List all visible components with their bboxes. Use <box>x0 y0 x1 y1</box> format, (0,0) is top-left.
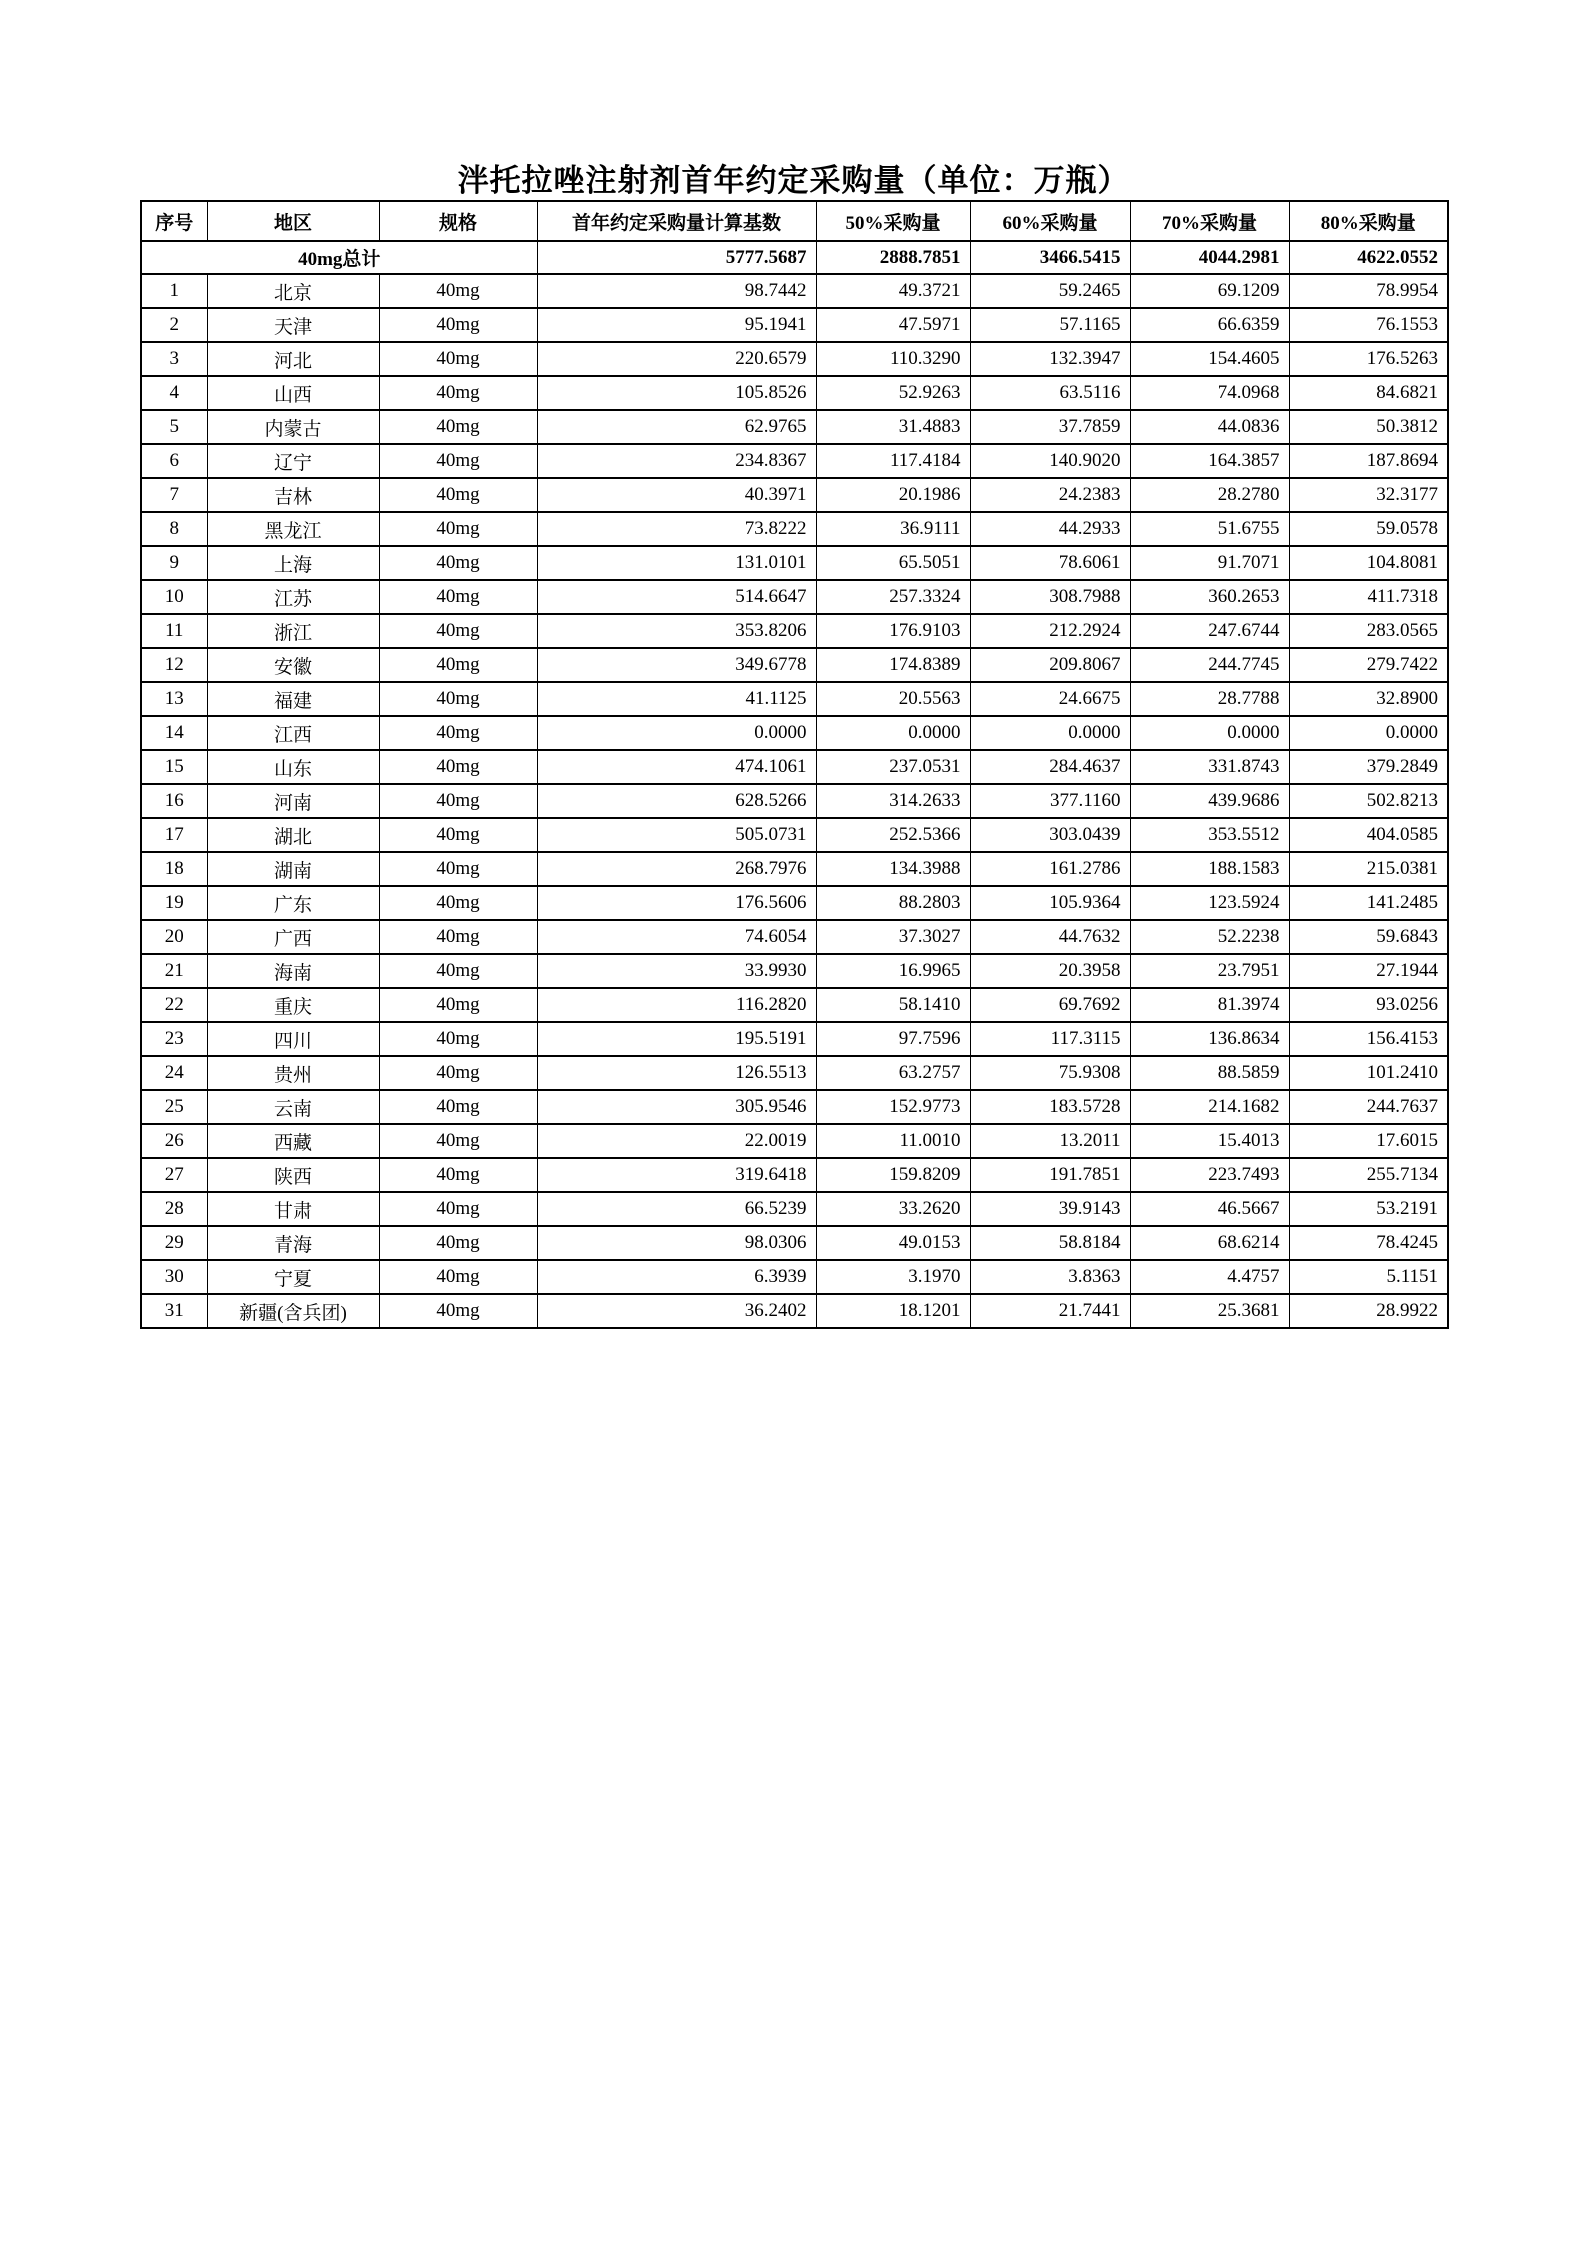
table-row <box>141 614 1448 648</box>
table-row <box>141 750 1448 784</box>
cell-70pct: 353.5512 <box>1130 818 1289 852</box>
cell-60pct: 69.7692 <box>970 988 1130 1022</box>
cell-spec: 40mg <box>379 1294 537 1328</box>
cell-region: 上海 <box>207 546 379 580</box>
cell-60pct: 21.7441 <box>970 1294 1130 1328</box>
table-row <box>141 1022 1448 1056</box>
cell-base-volume: 305.9546 <box>537 1090 816 1124</box>
cell-region: 山东 <box>207 750 379 784</box>
table-row <box>141 1260 1448 1294</box>
cell-base-volume: 319.6418 <box>537 1158 816 1192</box>
cell-60pct: 191.7851 <box>970 1158 1130 1192</box>
cell-region: 辽宁 <box>207 444 379 478</box>
cell-60pct: 209.8067 <box>970 648 1130 682</box>
table-row <box>141 410 1448 444</box>
header-50pct: 50%采购量 <box>816 201 970 241</box>
cell-50pct: 18.1201 <box>816 1294 970 1328</box>
cell-spec: 40mg <box>379 1022 537 1056</box>
cell-50pct: 49.0153 <box>816 1226 970 1260</box>
cell-region: 江苏 <box>207 580 379 614</box>
table-row <box>141 1090 1448 1124</box>
cell-50pct: 176.9103 <box>816 614 970 648</box>
cell-60pct: 308.7988 <box>970 580 1130 614</box>
cell-spec: 40mg <box>379 920 537 954</box>
cell-80pct: 59.6843 <box>1289 920 1448 954</box>
cell-70pct: 23.7951 <box>1130 954 1289 988</box>
cell-serial-no: 25 <box>141 1090 207 1124</box>
cell-serial-no: 14 <box>141 716 207 750</box>
cell-base-volume: 62.9765 <box>537 410 816 444</box>
table-row <box>141 954 1448 988</box>
cell-spec: 40mg <box>379 988 537 1022</box>
table-row <box>141 308 1448 342</box>
cell-70pct: 439.9686 <box>1130 784 1289 818</box>
cell-spec: 40mg <box>379 886 537 920</box>
cell-60pct: 105.9364 <box>970 886 1130 920</box>
cell-70pct: 44.0836 <box>1130 410 1289 444</box>
cell-80pct: 411.7318 <box>1289 580 1448 614</box>
cell-spec: 40mg <box>379 1090 537 1124</box>
cell-80pct: 27.1944 <box>1289 954 1448 988</box>
cell-serial-no: 8 <box>141 512 207 546</box>
cell-80pct: 176.5263 <box>1289 342 1448 376</box>
cell-80pct: 32.8900 <box>1289 682 1448 716</box>
cell-70pct: 66.6359 <box>1130 308 1289 342</box>
table-row <box>141 274 1448 308</box>
cell-serial-no: 1 <box>141 274 207 308</box>
cell-50pct: 3.1970 <box>816 1260 970 1294</box>
cell-spec: 40mg <box>379 682 537 716</box>
cell-60pct: 0.0000 <box>970 716 1130 750</box>
cell-spec: 40mg <box>379 818 537 852</box>
cell-spec: 40mg <box>379 342 537 376</box>
cell-70pct: 68.6214 <box>1130 1226 1289 1260</box>
table-row <box>141 852 1448 886</box>
cell-50pct: 152.9773 <box>816 1090 970 1124</box>
cell-80pct: 53.2191 <box>1289 1192 1448 1226</box>
cell-spec: 40mg <box>379 546 537 580</box>
cell-60pct: 57.1165 <box>970 308 1130 342</box>
cell-region: 山西 <box>207 376 379 410</box>
table-row <box>141 920 1448 954</box>
cell-60pct: 63.5116 <box>970 376 1130 410</box>
cell-serial-no: 6 <box>141 444 207 478</box>
cell-80pct: 93.0256 <box>1289 988 1448 1022</box>
cell-50pct: 33.2620 <box>816 1192 970 1226</box>
table-row <box>141 784 1448 818</box>
cell-70pct: 15.4013 <box>1130 1124 1289 1158</box>
header-spec: 规格 <box>379 201 537 241</box>
cell-80pct: 28.9922 <box>1289 1294 1448 1328</box>
header-70pct: 70%采购量 <box>1130 201 1289 241</box>
cell-base-volume: 349.6778 <box>537 648 816 682</box>
cell-spec: 40mg <box>379 1056 537 1090</box>
cell-region: 海南 <box>207 954 379 988</box>
cell-spec: 40mg <box>379 274 537 308</box>
summary-50pct: 2888.7851 <box>816 241 970 274</box>
cell-50pct: 37.3027 <box>816 920 970 954</box>
table-row <box>141 444 1448 478</box>
cell-base-volume: 126.5513 <box>537 1056 816 1090</box>
cell-serial-no: 11 <box>141 614 207 648</box>
cell-base-volume: 514.6647 <box>537 580 816 614</box>
cell-50pct: 174.8389 <box>816 648 970 682</box>
table-row <box>141 1158 1448 1192</box>
cell-base-volume: 628.5266 <box>537 784 816 818</box>
cell-base-volume: 95.1941 <box>537 308 816 342</box>
cell-50pct: 36.9111 <box>816 512 970 546</box>
header-region: 地区 <box>207 201 379 241</box>
cell-region: 河北 <box>207 342 379 376</box>
cell-60pct: 132.3947 <box>970 342 1130 376</box>
cell-serial-no: 27 <box>141 1158 207 1192</box>
cell-base-volume: 105.8526 <box>537 376 816 410</box>
cell-spec: 40mg <box>379 716 537 750</box>
cell-80pct: 78.4245 <box>1289 1226 1448 1260</box>
cell-70pct: 4.4757 <box>1130 1260 1289 1294</box>
cell-50pct: 58.1410 <box>816 988 970 1022</box>
cell-50pct: 11.0010 <box>816 1124 970 1158</box>
cell-serial-no: 31 <box>141 1294 207 1328</box>
cell-70pct: 223.7493 <box>1130 1158 1289 1192</box>
cell-region: 浙江 <box>207 614 379 648</box>
cell-80pct: 59.0578 <box>1289 512 1448 546</box>
table-row <box>141 886 1448 920</box>
summary-label: 40mg总计 <box>141 241 537 274</box>
cell-base-volume: 40.3971 <box>537 478 816 512</box>
cell-60pct: 161.2786 <box>970 852 1130 886</box>
cell-70pct: 247.6744 <box>1130 614 1289 648</box>
table-row <box>141 682 1448 716</box>
cell-region: 河南 <box>207 784 379 818</box>
cell-70pct: 28.2780 <box>1130 478 1289 512</box>
cell-50pct: 16.9965 <box>816 954 970 988</box>
cell-region: 吉林 <box>207 478 379 512</box>
header-60pct: 60%采购量 <box>970 201 1130 241</box>
cell-50pct: 65.5051 <box>816 546 970 580</box>
page-title: 泮托拉唑注射剂首年约定采购量（单位：万瓶） <box>457 163 1130 198</box>
cell-50pct: 110.3290 <box>816 342 970 376</box>
cell-80pct: 78.9954 <box>1289 274 1448 308</box>
cell-70pct: 244.7745 <box>1130 648 1289 682</box>
cell-50pct: 237.0531 <box>816 750 970 784</box>
cell-70pct: 188.1583 <box>1130 852 1289 886</box>
cell-80pct: 104.8081 <box>1289 546 1448 580</box>
cell-serial-no: 2 <box>141 308 207 342</box>
cell-80pct: 32.3177 <box>1289 478 1448 512</box>
cell-serial-no: 22 <box>141 988 207 1022</box>
cell-80pct: 17.6015 <box>1289 1124 1448 1158</box>
cell-80pct: 404.0585 <box>1289 818 1448 852</box>
cell-base-volume: 234.8367 <box>537 444 816 478</box>
cell-70pct: 360.2653 <box>1130 580 1289 614</box>
cell-50pct: 88.2803 <box>816 886 970 920</box>
cell-70pct: 214.1682 <box>1130 1090 1289 1124</box>
cell-60pct: 24.2383 <box>970 478 1130 512</box>
cell-80pct: 101.2410 <box>1289 1056 1448 1090</box>
cell-serial-no: 10 <box>141 580 207 614</box>
cell-50pct: 52.9263 <box>816 376 970 410</box>
cell-spec: 40mg <box>379 954 537 988</box>
cell-spec: 40mg <box>379 648 537 682</box>
cell-70pct: 154.4605 <box>1130 342 1289 376</box>
cell-50pct: 63.2757 <box>816 1056 970 1090</box>
cell-region: 广东 <box>207 886 379 920</box>
cell-60pct: 117.3115 <box>970 1022 1130 1056</box>
cell-region: 新疆(含兵团) <box>207 1294 379 1328</box>
cell-region: 青海 <box>207 1226 379 1260</box>
cell-50pct: 20.1986 <box>816 478 970 512</box>
cell-region: 江西 <box>207 716 379 750</box>
cell-base-volume: 36.2402 <box>537 1294 816 1328</box>
cell-base-volume: 195.5191 <box>537 1022 816 1056</box>
cell-70pct: 28.7788 <box>1130 682 1289 716</box>
cell-60pct: 44.7632 <box>970 920 1130 954</box>
header-base-volume: 首年约定采购量计算基数 <box>537 201 816 241</box>
cell-spec: 40mg <box>379 512 537 546</box>
cell-80pct: 255.7134 <box>1289 1158 1448 1192</box>
cell-spec: 40mg <box>379 852 537 886</box>
header-serial-no: 序号 <box>141 201 207 241</box>
cell-base-volume: 73.8222 <box>537 512 816 546</box>
cell-base-volume: 98.0306 <box>537 1226 816 1260</box>
cell-80pct: 244.7637 <box>1289 1090 1448 1124</box>
summary-60pct: 3466.5415 <box>970 241 1130 274</box>
cell-70pct: 81.3974 <box>1130 988 1289 1022</box>
cell-70pct: 25.3681 <box>1130 1294 1289 1328</box>
cell-70pct: 331.8743 <box>1130 750 1289 784</box>
cell-80pct: 215.0381 <box>1289 852 1448 886</box>
cell-50pct: 97.7596 <box>816 1022 970 1056</box>
cell-70pct: 88.5859 <box>1130 1056 1289 1090</box>
cell-region: 湖北 <box>207 818 379 852</box>
cell-serial-no: 17 <box>141 818 207 852</box>
cell-50pct: 252.5366 <box>816 818 970 852</box>
cell-80pct: 141.2485 <box>1289 886 1448 920</box>
cell-base-volume: 6.3939 <box>537 1260 816 1294</box>
cell-serial-no: 21 <box>141 954 207 988</box>
cell-region: 宁夏 <box>207 1260 379 1294</box>
table-row <box>141 512 1448 546</box>
table-row <box>141 1056 1448 1090</box>
table-row <box>141 1294 1448 1328</box>
cell-70pct: 0.0000 <box>1130 716 1289 750</box>
cell-70pct: 74.0968 <box>1130 376 1289 410</box>
table-row <box>141 1192 1448 1226</box>
cell-80pct: 76.1553 <box>1289 308 1448 342</box>
cell-spec: 40mg <box>379 410 537 444</box>
cell-80pct: 502.8213 <box>1289 784 1448 818</box>
cell-base-volume: 116.2820 <box>537 988 816 1022</box>
table-row <box>141 716 1448 750</box>
cell-70pct: 136.8634 <box>1130 1022 1289 1056</box>
cell-60pct: 3.8363 <box>970 1260 1130 1294</box>
procurement-table <box>140 200 1449 1329</box>
cell-serial-no: 15 <box>141 750 207 784</box>
cell-spec: 40mg <box>379 1260 537 1294</box>
cell-60pct: 58.8184 <box>970 1226 1130 1260</box>
cell-50pct: 47.5971 <box>816 308 970 342</box>
cell-base-volume: 220.6579 <box>537 342 816 376</box>
summary-80pct: 4622.0552 <box>1289 241 1448 274</box>
cell-region: 北京 <box>207 274 379 308</box>
table-row <box>141 818 1448 852</box>
cell-70pct: 123.5924 <box>1130 886 1289 920</box>
cell-80pct: 50.3812 <box>1289 410 1448 444</box>
table-row <box>141 648 1448 682</box>
cell-base-volume: 0.0000 <box>537 716 816 750</box>
cell-serial-no: 18 <box>141 852 207 886</box>
table-row <box>141 580 1448 614</box>
cell-serial-no: 16 <box>141 784 207 818</box>
cell-base-volume: 98.7442 <box>537 274 816 308</box>
cell-80pct: 0.0000 <box>1289 716 1448 750</box>
cell-serial-no: 3 <box>141 342 207 376</box>
cell-80pct: 379.2849 <box>1289 750 1448 784</box>
cell-base-volume: 353.8206 <box>537 614 816 648</box>
cell-50pct: 117.4184 <box>816 444 970 478</box>
cell-80pct: 84.6821 <box>1289 376 1448 410</box>
cell-serial-no: 20 <box>141 920 207 954</box>
cell-region: 内蒙古 <box>207 410 379 444</box>
cell-spec: 40mg <box>379 1192 537 1226</box>
cell-60pct: 377.1160 <box>970 784 1130 818</box>
cell-60pct: 140.9020 <box>970 444 1130 478</box>
cell-spec: 40mg <box>379 750 537 784</box>
cell-60pct: 39.9143 <box>970 1192 1130 1226</box>
cell-base-volume: 505.0731 <box>537 818 816 852</box>
cell-60pct: 183.5728 <box>970 1090 1130 1124</box>
cell-60pct: 212.2924 <box>970 614 1130 648</box>
cell-spec: 40mg <box>379 614 537 648</box>
cell-80pct: 5.1151 <box>1289 1260 1448 1294</box>
cell-serial-no: 24 <box>141 1056 207 1090</box>
cell-50pct: 49.3721 <box>816 274 970 308</box>
cell-region: 西藏 <box>207 1124 379 1158</box>
cell-70pct: 164.3857 <box>1130 444 1289 478</box>
table-header-row <box>141 201 1448 241</box>
cell-spec: 40mg <box>379 1158 537 1192</box>
table-row <box>141 988 1448 1022</box>
table-row <box>141 342 1448 376</box>
cell-base-volume: 474.1061 <box>537 750 816 784</box>
cell-80pct: 156.4153 <box>1289 1022 1448 1056</box>
cell-base-volume: 22.0019 <box>537 1124 816 1158</box>
summary-70pct: 4044.2981 <box>1130 241 1289 274</box>
cell-60pct: 44.2933 <box>970 512 1130 546</box>
cell-region: 四川 <box>207 1022 379 1056</box>
cell-spec: 40mg <box>379 308 537 342</box>
cell-50pct: 134.3988 <box>816 852 970 886</box>
cell-region: 广西 <box>207 920 379 954</box>
cell-base-volume: 41.1125 <box>537 682 816 716</box>
table-row <box>141 478 1448 512</box>
cell-base-volume: 268.7976 <box>537 852 816 886</box>
cell-region: 陕西 <box>207 1158 379 1192</box>
cell-region: 福建 <box>207 682 379 716</box>
cell-serial-no: 26 <box>141 1124 207 1158</box>
cell-region: 安徽 <box>207 648 379 682</box>
cell-60pct: 303.0439 <box>970 818 1130 852</box>
cell-base-volume: 33.9930 <box>537 954 816 988</box>
cell-serial-no: 5 <box>141 410 207 444</box>
cell-60pct: 59.2465 <box>970 274 1130 308</box>
cell-base-volume: 74.6054 <box>537 920 816 954</box>
cell-50pct: 20.5563 <box>816 682 970 716</box>
cell-60pct: 37.7859 <box>970 410 1130 444</box>
cell-region: 天津 <box>207 308 379 342</box>
cell-70pct: 51.6755 <box>1130 512 1289 546</box>
cell-70pct: 91.7071 <box>1130 546 1289 580</box>
cell-serial-no: 19 <box>141 886 207 920</box>
cell-60pct: 75.9308 <box>970 1056 1130 1090</box>
cell-80pct: 187.8694 <box>1289 444 1448 478</box>
cell-spec: 40mg <box>379 580 537 614</box>
cell-50pct: 314.2633 <box>816 784 970 818</box>
table-row <box>141 1226 1448 1260</box>
cell-base-volume: 176.5606 <box>537 886 816 920</box>
cell-60pct: 284.4637 <box>970 750 1130 784</box>
header-80pct: 80%采购量 <box>1289 201 1448 241</box>
cell-serial-no: 23 <box>141 1022 207 1056</box>
cell-serial-no: 9 <box>141 546 207 580</box>
cell-60pct: 13.2011 <box>970 1124 1130 1158</box>
cell-base-volume: 66.5239 <box>537 1192 816 1226</box>
table-row <box>141 376 1448 410</box>
cell-spec: 40mg <box>379 1226 537 1260</box>
cell-spec: 40mg <box>379 376 537 410</box>
cell-serial-no: 7 <box>141 478 207 512</box>
cell-region: 甘肃 <box>207 1192 379 1226</box>
cell-region: 黑龙江 <box>207 512 379 546</box>
cell-spec: 40mg <box>379 478 537 512</box>
cell-80pct: 279.7422 <box>1289 648 1448 682</box>
cell-spec: 40mg <box>379 1124 537 1158</box>
cell-serial-no: 13 <box>141 682 207 716</box>
cell-serial-no: 29 <box>141 1226 207 1260</box>
table-row <box>141 546 1448 580</box>
summary-base-volume: 5777.5687 <box>537 241 816 274</box>
cell-base-volume: 131.0101 <box>537 546 816 580</box>
cell-serial-no: 28 <box>141 1192 207 1226</box>
table-row <box>141 1124 1448 1158</box>
cell-60pct: 78.6061 <box>970 546 1130 580</box>
cell-80pct: 283.0565 <box>1289 614 1448 648</box>
cell-50pct: 257.3324 <box>816 580 970 614</box>
cell-50pct: 31.4883 <box>816 410 970 444</box>
cell-serial-no: 30 <box>141 1260 207 1294</box>
cell-60pct: 24.6675 <box>970 682 1130 716</box>
cell-serial-no: 4 <box>141 376 207 410</box>
cell-region: 湖南 <box>207 852 379 886</box>
cell-serial-no: 12 <box>141 648 207 682</box>
cell-spec: 40mg <box>379 784 537 818</box>
cell-70pct: 69.1209 <box>1130 274 1289 308</box>
table-body <box>141 241 1448 1328</box>
summary-row <box>141 241 1448 274</box>
cell-spec: 40mg <box>379 444 537 478</box>
cell-50pct: 0.0000 <box>816 716 970 750</box>
cell-region: 贵州 <box>207 1056 379 1090</box>
cell-region: 云南 <box>207 1090 379 1124</box>
cell-70pct: 46.5667 <box>1130 1192 1289 1226</box>
cell-70pct: 52.2238 <box>1130 920 1289 954</box>
cell-region: 重庆 <box>207 988 379 1022</box>
cell-60pct: 20.3958 <box>970 954 1130 988</box>
cell-50pct: 159.8209 <box>816 1158 970 1192</box>
